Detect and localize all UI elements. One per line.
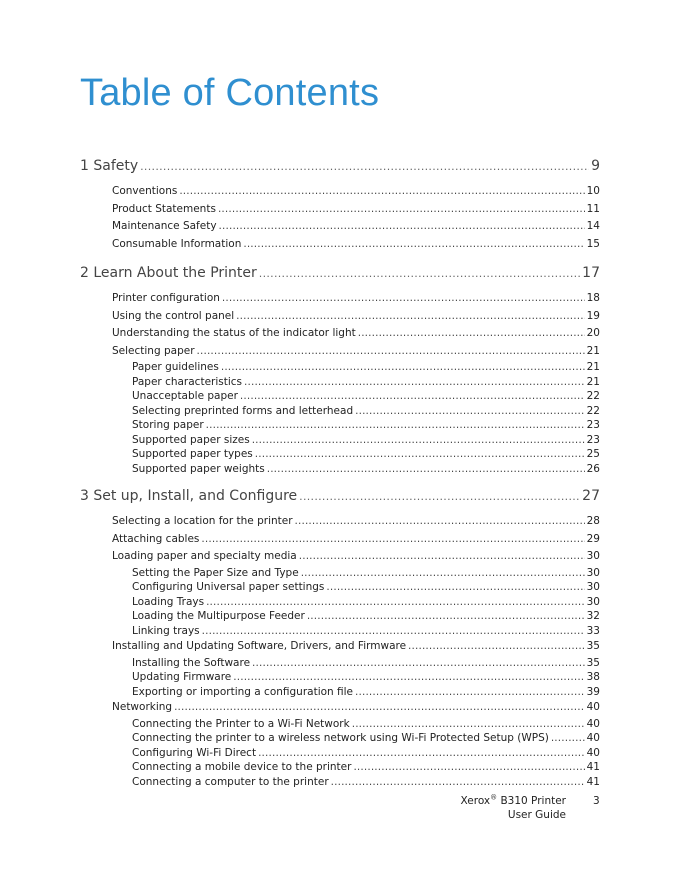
footer-trademark: ® xyxy=(490,793,498,802)
toc-entry-page: 41 xyxy=(586,775,600,788)
toc-entry-page: 35 xyxy=(586,656,600,669)
toc-dot-leader xyxy=(267,462,585,477)
toc-dot-leader xyxy=(233,670,584,685)
toc-subsection-entry[interactable] xyxy=(132,389,600,404)
toc-subsection-entry[interactable] xyxy=(132,418,600,433)
toc-dot-leader xyxy=(355,685,585,700)
toc-section-entry[interactable] xyxy=(112,308,600,326)
toc-dot-leader xyxy=(299,548,585,566)
toc-chapter-entry[interactable] xyxy=(80,156,600,176)
toc-entry-title: Storing paper xyxy=(132,419,204,431)
page-footer xyxy=(420,794,566,822)
page-title: Table of Contents xyxy=(80,72,380,114)
toc-subsection-entry[interactable] xyxy=(132,360,600,375)
toc-dot-leader xyxy=(244,375,585,390)
toc-entry-title: Exporting or importing a configuration file xyxy=(132,685,354,698)
toc-subsection-entry[interactable] xyxy=(132,775,600,790)
toc-dot-leader xyxy=(252,433,585,448)
toc-entry-title: 1 Safety xyxy=(80,158,139,174)
toc-entry-page: 21 xyxy=(586,375,600,388)
toc-section-entry[interactable] xyxy=(112,236,600,254)
toc-dot-leader xyxy=(355,404,585,419)
toc-entry-page: 40 xyxy=(586,701,600,713)
toc-dot-leader xyxy=(331,775,585,790)
toc-entry-title: Paper guidelines xyxy=(132,361,219,373)
toc-entry-title: Consumable Information xyxy=(112,237,242,250)
page-number: 3 xyxy=(593,795,600,807)
toc-dot-leader xyxy=(326,580,584,595)
toc-entry-page: 40 xyxy=(586,717,600,730)
toc-section-entry[interactable] xyxy=(112,531,600,549)
toc-entry-title: Selecting preprinted forms and letterhead xyxy=(132,404,354,417)
toc-dot-leader xyxy=(307,609,585,624)
toc-dot-leader xyxy=(222,290,585,308)
toc-entry-title: Loading Trays xyxy=(132,595,205,608)
toc-subsection-entry[interactable] xyxy=(132,404,600,419)
toc-entry-page: 21 xyxy=(586,344,600,357)
toc-dot-leader xyxy=(218,201,585,219)
toc-dot-leader xyxy=(236,308,584,326)
toc-entry-page: 21 xyxy=(586,361,600,373)
toc-dot-leader xyxy=(140,157,589,176)
toc-dot-leader xyxy=(206,418,585,433)
toc-dot-leader xyxy=(255,447,585,462)
toc-subsection-entry[interactable] xyxy=(132,609,600,624)
toc-entry-page: 23 xyxy=(586,433,600,446)
toc-entry-page: 30 xyxy=(586,566,600,579)
toc-subsection-entry[interactable] xyxy=(132,624,600,639)
toc-entry-title: Configuring Wi-Fi Direct xyxy=(132,746,257,759)
toc-entry-page: 10 xyxy=(586,185,600,197)
toc-entry-page: 33 xyxy=(586,624,600,637)
toc-entry-page: 35 xyxy=(586,640,600,652)
toc-entry-title: Connecting a mobile device to the printer xyxy=(132,761,352,773)
toc-entry-title: Printer configuration xyxy=(112,292,220,304)
toc-entry-page: 40 xyxy=(586,746,600,759)
toc-entry-title: Updating Firmware xyxy=(132,671,232,683)
toc-entry-page: 29 xyxy=(586,532,600,545)
toc-subsection-entry[interactable] xyxy=(132,760,600,775)
toc-dot-leader xyxy=(197,343,585,361)
toc-subsection-entry[interactable] xyxy=(132,670,600,685)
toc-subsection-entry[interactable] xyxy=(132,462,600,477)
toc-dot-leader xyxy=(259,264,580,283)
toc-dot-leader xyxy=(408,638,585,656)
toc-entry-title: Linking trays xyxy=(132,624,200,637)
toc-dot-leader xyxy=(358,325,585,343)
toc-entry-title: Loading the Multipurpose Feeder xyxy=(132,610,305,622)
toc-chapter-entry[interactable] xyxy=(80,486,600,506)
toc-entry-title: Installing and Updating Software, Drivers, and Firmware xyxy=(112,640,407,652)
toc-entry-title: Conventions xyxy=(112,185,178,197)
toc-dot-leader xyxy=(206,595,585,610)
toc-entry-page: 19 xyxy=(586,309,600,322)
toc-dot-leader xyxy=(174,699,585,717)
toc-section-entry[interactable] xyxy=(112,290,600,308)
toc-dot-leader xyxy=(301,566,585,581)
toc-subsection-entry[interactable] xyxy=(132,375,600,390)
toc-entry-title: Product Statements xyxy=(112,202,216,215)
toc-subsection-entry[interactable] xyxy=(132,595,600,610)
toc-dot-leader xyxy=(551,731,585,746)
footer-product-line xyxy=(420,794,566,808)
toc-dot-leader xyxy=(243,236,584,254)
toc-entry-title: Supported paper weights xyxy=(132,462,265,475)
toc-entry-page: 39 xyxy=(586,685,600,698)
toc-subsection-entry[interactable] xyxy=(132,580,600,595)
toc-entry-page: 26 xyxy=(586,462,600,475)
toc-entry-page: 30 xyxy=(586,581,600,593)
toc-entry-page: 27 xyxy=(582,488,600,504)
toc-entry-page: 41 xyxy=(586,761,600,773)
toc-section-entry[interactable] xyxy=(112,513,600,531)
toc-entry-title: Supported paper sizes xyxy=(132,433,250,446)
toc-entry-page: 28 xyxy=(586,515,600,527)
toc-dot-leader xyxy=(295,513,585,531)
toc-entry-page: 22 xyxy=(586,390,600,402)
toc-entry-title: Selecting paper xyxy=(112,344,195,357)
toc-entry-title: Configuring Universal paper settings xyxy=(132,581,325,593)
toc-entry-page: 9 xyxy=(591,158,600,174)
toc-section-entry[interactable] xyxy=(112,548,600,566)
toc-section-entry[interactable] xyxy=(112,343,600,361)
toc-entry-page: 11 xyxy=(586,202,600,215)
toc-entry-title: Paper characteristics xyxy=(132,375,243,388)
toc-dot-leader xyxy=(219,218,585,236)
toc-entry-title: 3 Set up, Install, and Configure xyxy=(80,488,298,504)
toc-dot-leader xyxy=(179,183,584,201)
toc-dot-leader xyxy=(352,717,585,732)
footer-doc-name: User Guide xyxy=(507,809,566,821)
toc-dot-leader xyxy=(258,746,585,761)
toc-dot-leader xyxy=(240,389,585,404)
toc-entry-title: Supported paper types xyxy=(132,448,253,460)
toc-entry-page: 18 xyxy=(586,292,600,304)
toc-subsection-entry[interactable] xyxy=(132,685,600,700)
toc-section-entry[interactable] xyxy=(112,638,600,656)
toc-entry-title: Unacceptable paper xyxy=(132,390,238,402)
footer-brand: Xerox xyxy=(460,795,491,807)
toc-entry-title: Maintenance Safety xyxy=(112,220,217,232)
toc-entry-page: 25 xyxy=(586,448,600,460)
toc-chapter-entry[interactable] xyxy=(80,263,600,283)
toc-entry-title: Understanding the status of the indicator light xyxy=(112,327,356,339)
toc-section-entry[interactable] xyxy=(112,325,600,343)
toc-entry-title: 2 Learn About the Printer xyxy=(80,265,257,281)
toc-entry-title: Loading paper and specialty media xyxy=(112,550,297,562)
toc-entry-page: 30 xyxy=(586,550,600,562)
toc-subsection-entry[interactable] xyxy=(132,717,600,732)
toc-entry-page: 32 xyxy=(586,610,600,622)
toc-section-entry[interactable] xyxy=(112,699,600,717)
toc-section-entry[interactable] xyxy=(112,218,600,236)
footer-product: B310 Printer xyxy=(497,795,566,807)
toc-dot-leader xyxy=(201,531,584,549)
toc-entry-title: Selecting a location for the printer xyxy=(112,515,293,527)
toc-entry-page: 23 xyxy=(586,419,600,431)
toc-subsection-entry[interactable] xyxy=(132,447,600,462)
toc-entry-page: 38 xyxy=(586,671,600,683)
toc-entry-page: 20 xyxy=(586,327,600,339)
toc-subsection-entry[interactable] xyxy=(132,656,600,671)
table-of-contents xyxy=(80,156,600,789)
toc-subsection-entry[interactable] xyxy=(132,566,600,581)
toc-entry-title: Connecting the printer to a wireless network using Wi-Fi Protected Setup (WPS) xyxy=(132,732,549,744)
toc-entry-page: 40 xyxy=(586,732,600,744)
toc-dot-leader xyxy=(221,360,585,375)
toc-section-entry[interactable] xyxy=(112,183,600,201)
toc-dot-leader xyxy=(353,760,584,775)
toc-entry-page: 22 xyxy=(586,404,600,417)
toc-entry-page: 17 xyxy=(582,265,600,281)
toc-dot-leader xyxy=(299,487,580,506)
toc-entry-page: 30 xyxy=(586,595,600,608)
toc-entry-title: Attaching cables xyxy=(112,532,200,545)
toc-entry-title: Using the control panel xyxy=(112,309,235,322)
toc-dot-leader xyxy=(252,656,585,671)
toc-subsection-entry[interactable] xyxy=(132,433,600,448)
toc-entry-title: Connecting a computer to the printer xyxy=(132,775,329,788)
toc-entry-title: Networking xyxy=(112,701,173,713)
toc-section-entry[interactable] xyxy=(112,201,600,219)
toc-entry-title: Connecting the Printer to a Wi-Fi Network xyxy=(132,717,350,730)
toc-dot-leader xyxy=(202,624,585,639)
toc-entry-title: Setting the Paper Size and Type xyxy=(132,566,299,579)
toc-entry-title: Installing the Software xyxy=(132,656,251,669)
toc-entry-page: 14 xyxy=(586,220,600,232)
toc-subsection-entry[interactable] xyxy=(132,731,600,746)
toc-subsection-entry[interactable] xyxy=(132,746,600,761)
toc-entry-page: 15 xyxy=(586,237,600,250)
